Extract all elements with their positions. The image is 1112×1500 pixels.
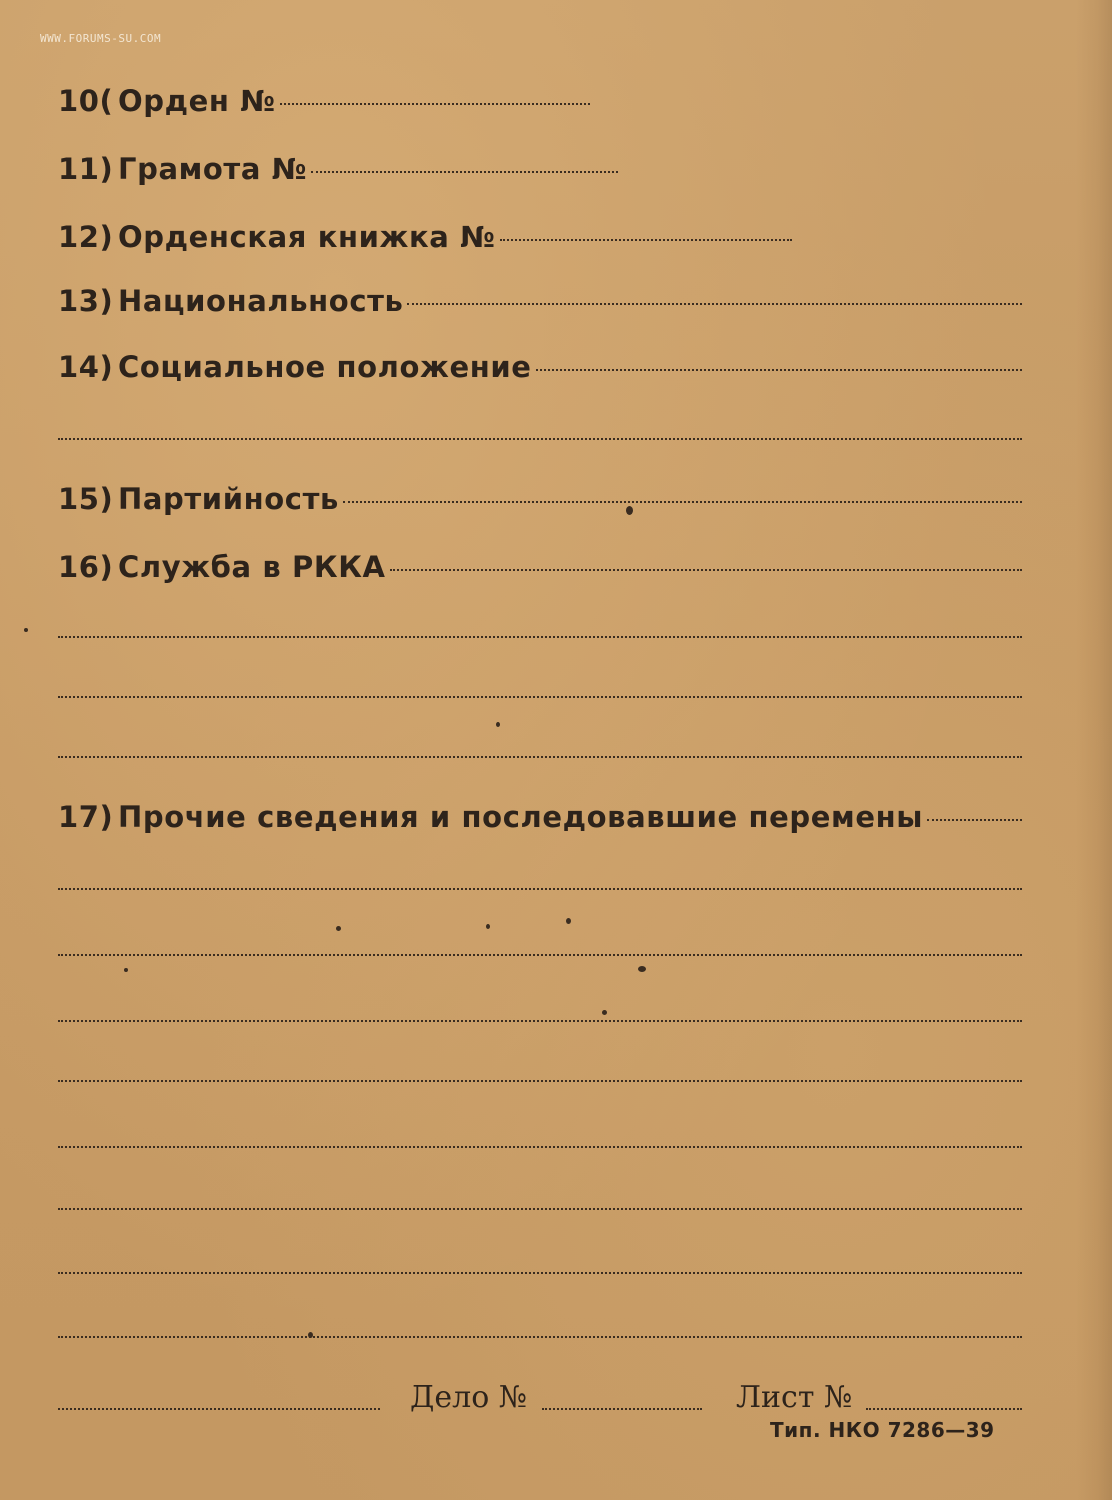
fill-line[interactable] [58, 1146, 1022, 1148]
fill-line[interactable] [343, 501, 1022, 503]
field-label: Служба в РККА [118, 550, 386, 584]
fill-line[interactable] [58, 1272, 1022, 1274]
paper-speck [602, 1010, 607, 1015]
paper-speck [638, 966, 646, 972]
field-number: 14) [58, 350, 114, 384]
paper-speck [566, 918, 571, 924]
fill-line[interactable] [58, 1020, 1022, 1022]
fill-line[interactable] [390, 569, 1022, 571]
case-number-label: Дело № [410, 1380, 528, 1415]
sheet-number-label: Лист № [736, 1380, 853, 1415]
paper-speck [336, 926, 341, 931]
paper-speck [496, 722, 500, 727]
field-nationality [58, 284, 1022, 318]
paper-speck [124, 968, 128, 972]
field-label: Орденская книжка № [118, 220, 496, 254]
field-number: 17) [58, 800, 114, 834]
field-rkka-service [58, 550, 1022, 584]
paper-speck [308, 1332, 313, 1338]
field-other-info [58, 800, 1022, 834]
fill-line[interactable] [58, 1408, 380, 1410]
fill-line[interactable] [280, 103, 590, 105]
fill-line[interactable] [58, 1080, 1022, 1082]
field-number: 10( [58, 84, 114, 118]
fill-line[interactable] [58, 1336, 1022, 1338]
fill-line[interactable] [311, 171, 618, 173]
field-number: 11) [58, 152, 114, 186]
field-social-status [58, 350, 1022, 384]
field-certificate [58, 152, 618, 186]
field-label: Социальное положение [118, 350, 532, 384]
field-order-book [58, 220, 792, 254]
fill-line[interactable] [58, 636, 1022, 638]
field-label: Орден № [118, 84, 276, 118]
field-number: 12) [58, 220, 114, 254]
fill-line[interactable] [58, 438, 1022, 440]
fill-line[interactable] [500, 239, 792, 241]
fill-line[interactable] [927, 819, 1022, 821]
fill-line[interactable] [58, 696, 1022, 698]
case-number-field[interactable] [542, 1408, 702, 1410]
field-label: Партийность [118, 482, 339, 516]
field-label: Прочие сведения и последовавшие перемены [118, 800, 924, 834]
field-label: Грамота № [118, 152, 308, 186]
field-party-membership [58, 482, 1022, 516]
fill-line[interactable] [407, 303, 1022, 305]
fill-line[interactable] [58, 1208, 1022, 1210]
paper-speck [486, 924, 490, 929]
watermark: WWW.FORUMS-SU.COM [40, 32, 162, 45]
fill-line[interactable] [58, 954, 1022, 956]
print-mark: Тип. НКО 7286—39 [770, 1418, 995, 1442]
footer [58, 1380, 1022, 1420]
field-label: Национальность [118, 284, 404, 318]
field-number: 16) [58, 550, 114, 584]
sheet-number-field[interactable] [866, 1408, 1022, 1410]
field-number: 13) [58, 284, 114, 318]
paper-edge-shadow [1076, 0, 1112, 1500]
paper-speck [626, 506, 633, 515]
field-number: 15) [58, 482, 114, 516]
fill-line[interactable] [536, 369, 1022, 371]
fill-line[interactable] [58, 888, 1022, 890]
field-order [58, 84, 590, 118]
fill-line[interactable] [58, 756, 1022, 758]
paper-speck [24, 628, 28, 632]
